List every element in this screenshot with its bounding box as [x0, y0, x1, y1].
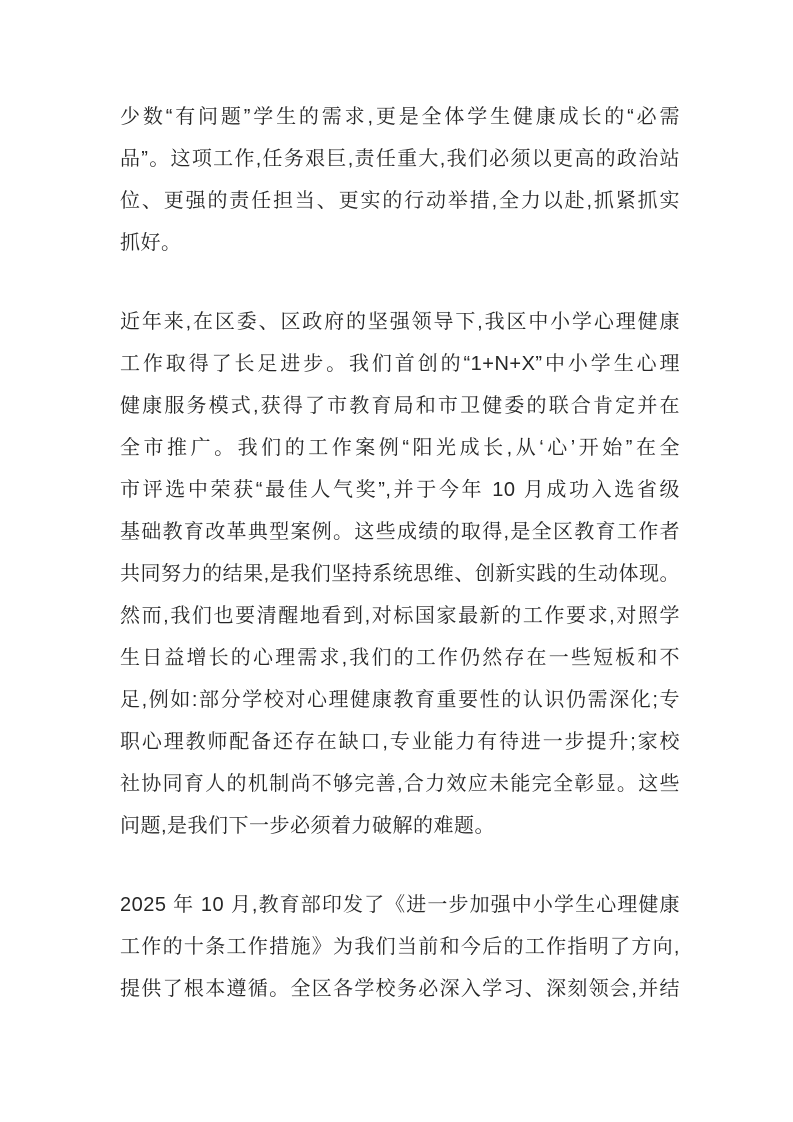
paragraph — [120, 884, 680, 1010]
text-line: 生日益增长的心理需求,我们的工作仍然存在一些短板和不 — [120, 647, 680, 669]
text-line: 工作取得了长足进步。我们首创的“1+N+X”中小学生心理 — [120, 353, 680, 375]
paragraph — [120, 301, 680, 847]
text-line: 少数“有问题”学生的需求,更是全体学生健康成长的“必需 — [120, 106, 680, 128]
text-line: 抓好。 — [120, 232, 182, 254]
text-line: 健康服务模式,获得了市教育局和市卫健委的联合肯定并在 — [120, 395, 680, 417]
text-line: 社协同育人的机制尚不够完善,合力效应未能完全彰显。这些 — [120, 773, 680, 795]
text-line: 职心理教师配备还存在缺口,专业能力有待进一步提升;家校 — [120, 731, 680, 753]
text-line: 位、更强的责任担当、更实的行动举措,全力以赴,抓紧抓实 — [120, 190, 680, 212]
text-line: 然而,我们也要清醒地看到,对标国家最新的工作要求,对照学 — [120, 605, 680, 627]
document-body — [120, 96, 680, 1010]
text-line: 近年来,在区委、区政府的坚强领导下,我区中小学心理健康 — [120, 311, 680, 333]
text-line: 工作的十条工作措施》为我们当前和今后的工作指明了方向, — [120, 936, 680, 958]
text-line: 共同努力的结果,是我们坚持系统思维、创新实践的生动体现。 — [120, 563, 680, 585]
text-line: 基础教育改革典型案例。这些成绩的取得,是全区教育工作者 — [120, 521, 680, 543]
paragraph — [120, 96, 680, 264]
text-line: 品”。这项工作,任务艰巨,责任重大,我们必须以更高的政治站 — [120, 148, 680, 170]
text-line: 全市推广。我们的工作案例“阳光成长,从‘心’开始”在全 — [120, 437, 680, 459]
text-line: 问题,是我们下一步必须着力破解的难题。 — [120, 815, 496, 837]
text-line: 市评选中荣获“最佳人气奖”,并于今年 10 月成功入选省级 — [120, 479, 680, 501]
text-line: 2025 年 10 月,教育部印发了《进一步加强中小学生心理健康 — [120, 894, 680, 916]
text-line: 提供了根本遵循。全区各学校务必深入学习、深刻领会,并结 — [120, 978, 680, 1000]
text-line: 足,例如:部分学校对心理健康教育重要性的认识仍需深化;专 — [120, 689, 680, 711]
